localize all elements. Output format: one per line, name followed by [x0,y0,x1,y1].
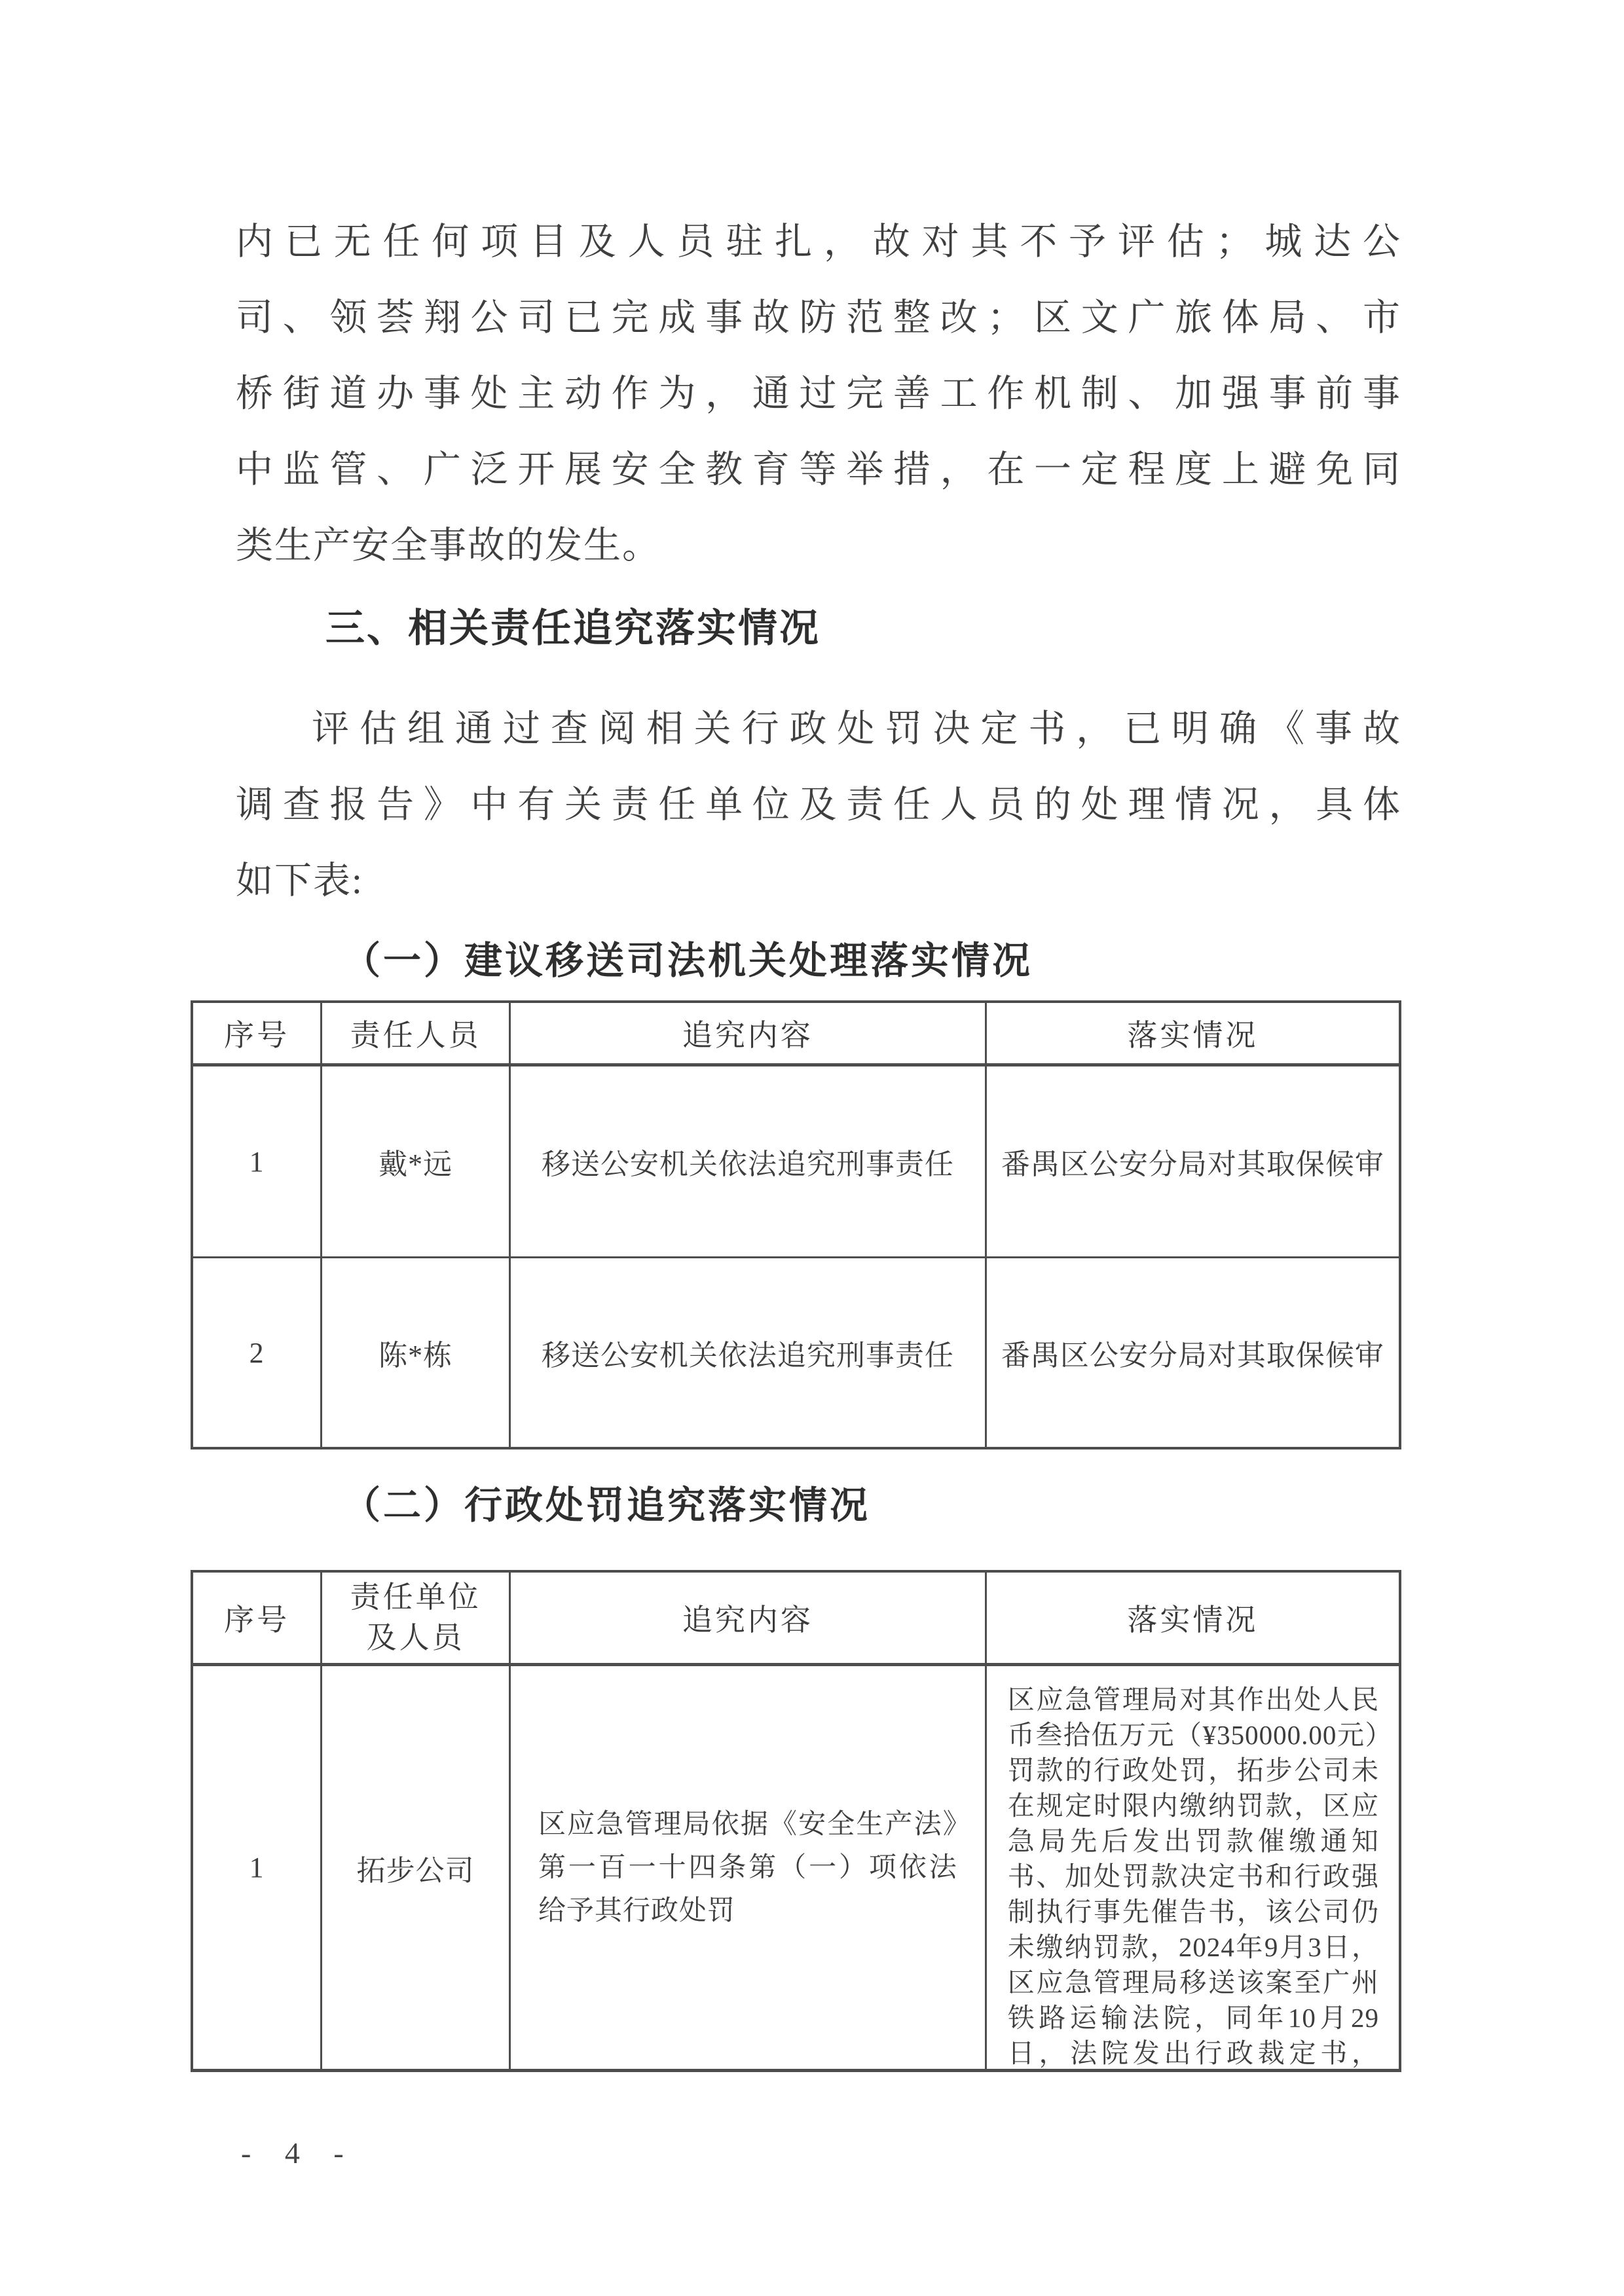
header-status: 落实情况 [985,1573,1399,1663]
person-cell: 陈*栋 [320,1258,509,1447]
subsection-heading-1: （一）建议移送司法机关处理落实情况 [342,939,1033,982]
header-serial: 序号 [224,1603,290,1637]
body-line: 调查报告》中有关责任单位及责任人员的处理情况，具体 [236,784,1401,826]
section-heading-3: 三、相关责任追究落实情况 [325,606,821,650]
header-status: 落实情况 [985,1003,1399,1063]
header-unit-line: 及人员 [366,1621,465,1654]
section3-paragraph [236,691,1401,919]
header-serial: 序号 [224,1019,290,1052]
body-line: 桥街道办事处主动作为，通过完善工作机制、加强事前事 [236,373,1401,414]
header-unit-person [320,1573,509,1663]
body-line: 司、领荟翔公司已完成事故防范整改；区文广旅体局、市 [236,297,1401,338]
body-line: 如下表: [236,860,363,902]
paragraph-continued [236,204,1401,584]
body-line: 类生产安全事故的发生。 [236,525,661,566]
header-content: 追究内容 [509,1003,985,1063]
header-person: 责任人员 [320,1003,509,1063]
serial-cell: 2 [249,1336,265,1369]
status-cell: 区应急管理局对其作出处人民币叁拾伍万元（¥350000.00元）罚款的行政处罚，拓步公司未在规定时限内缴纳罚款，区应急局先后发出罚款催缴通知书、加处罚款决定书和行政强制执行事先催告书，该公司仍未缴纳罚款，2024年9月3日，区应急管理局移送该案至广州铁路运输法院，同年10月29日，法院发出行政裁定书， [985,1666,1399,2069]
admin-penalty-table [191,1570,1401,2072]
table-row [193,1258,1399,1447]
person-cell: 戴*远 [320,1066,509,1256]
table-row [193,1666,1399,2069]
serial-cell: 1 [249,1851,265,1884]
content-cell: 区应急管理局依据《安全生产法》第一百一十四条第（一）项依法给予其行政处罚 [509,1666,985,2069]
body-line: 中监管、广泛开展安全教育等举措，在一定程度上避免同 [236,449,1401,490]
status-cell: 番禺区公安分局对其取保候审 [985,1066,1399,1256]
judicial-referral-table [191,1000,1401,1449]
body-line: 内已无任何项目及人员驻扎，故对其不予评估；城达公 [236,221,1401,263]
table-header-row [193,1573,1399,1666]
table-header-row [193,1003,1399,1066]
person-cell: 拓步公司 [320,1666,509,2069]
content-cell: 移送公安机关依法追究刑事责任 [509,1066,985,1256]
body-line: 评估组通过查阅相关行政处罚决定书，已明确《事故 [312,708,1401,750]
status-cell: 番禺区公安分局对其取保候审 [985,1258,1399,1447]
header-unit-line: 责任单位 [350,1580,481,1614]
page-number: - 4 - [241,2136,357,2170]
table-row [193,1066,1399,1258]
header-content: 追究内容 [509,1573,985,1663]
content-cell: 移送公安机关依法追究刑事责任 [509,1258,985,1447]
serial-cell: 1 [249,1145,265,1178]
subsection-heading-2: （二）行政处罚追究落实情况 [342,1484,871,1527]
